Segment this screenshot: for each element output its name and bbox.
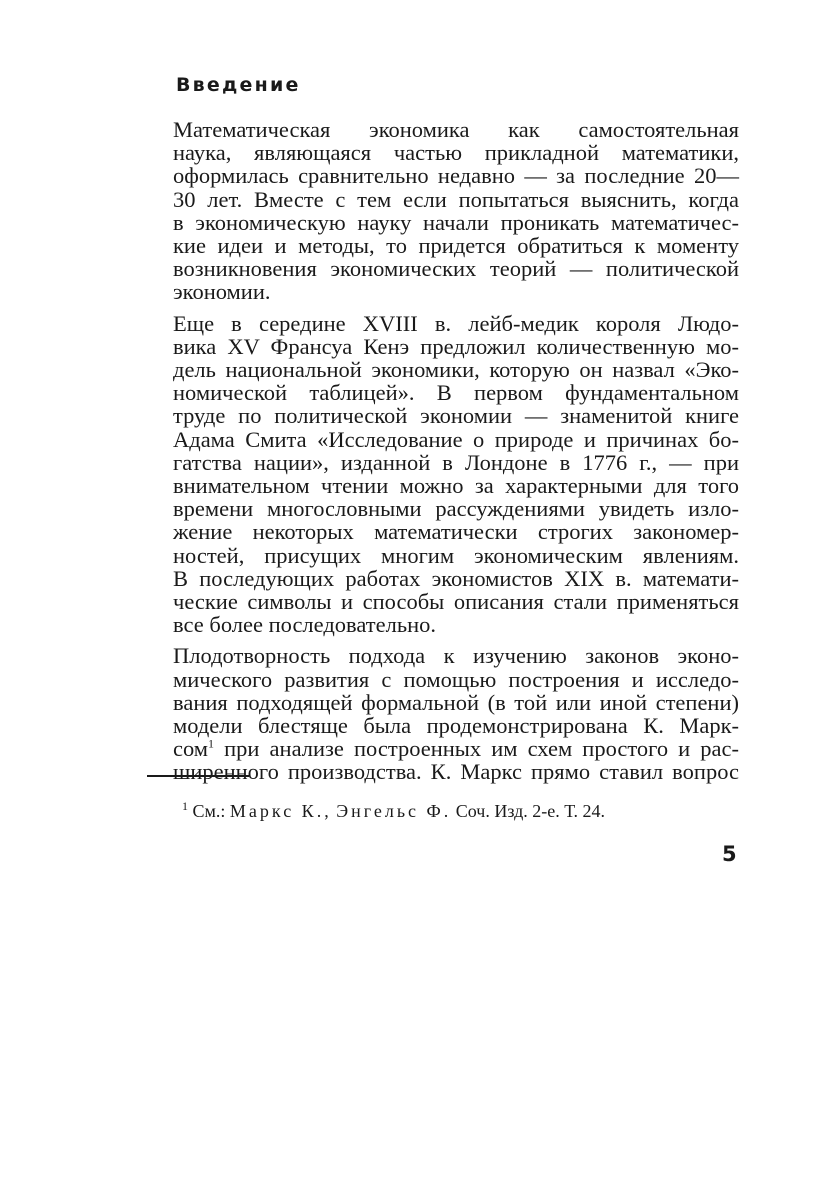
footnote (182, 801, 605, 822)
footnote-citation: Соч. Изд. 2-е. Т. 24. (455, 801, 605, 821)
text-line: в экономическую науку начали проникать математичес- (173, 209, 739, 235)
text-line: ностей, присущих многим экономическим явлениям. (173, 542, 739, 568)
text-line: Адама Смита «Исследование о природе и причинах бо- (173, 426, 739, 452)
paragraph-2 (173, 312, 739, 637)
text-line: модели блестяще была продемонстрирована К. Марк- (173, 713, 739, 739)
paragraph-1 (173, 118, 739, 304)
section-heading: Введение (176, 74, 301, 96)
text-line: Еще в середине XVIII в. лейб-медик короля Людо- (173, 310, 739, 336)
text-line: возникновения экономических теорий — политической (173, 256, 739, 282)
page-number: 5 (722, 842, 737, 866)
text-line: внимательном чтении можно за характерными для того (173, 473, 739, 499)
text-line: все более последовательно. (173, 612, 437, 638)
text-line: номической таблицей». В первом фундаментальном (173, 380, 739, 406)
footnote-separator (147, 775, 249, 777)
text-line: экономии. (173, 279, 271, 305)
text-line: оформилась сравнительно недавно — за последние 20— (173, 163, 739, 189)
text-line: Плодотворность подхода к изучению законов эконо- (173, 643, 739, 669)
text-line: вика XV Франсуа Кенэ предложил количественную мо- (173, 333, 739, 359)
text-line: труде по политической экономии — знаменитой книге (173, 403, 739, 429)
text-line: В последующих работах экономистов XIX в. математи- (173, 565, 739, 591)
footnote-author: Энгельс Ф. (336, 801, 452, 821)
text-line: времени многословными рассуждениями увидеть изло- (173, 496, 739, 522)
text-line: ческие символы и способы описания стали применяться (173, 589, 739, 615)
text-line: ширенного производства. К. Маркс прямо ставил вопрос (173, 759, 739, 785)
text-fragment: при анализе построенных им схем простого и рас- (224, 736, 740, 762)
text-line: мического развития с помощью построения и исследо- (173, 666, 739, 692)
body-text (173, 118, 739, 792)
text-line: Математическая экономика как самостоятельная (173, 117, 739, 142)
text-line: кие идеи и методы, то придется обратиться к моменту (173, 233, 739, 259)
footnote-author: Маркс К., (229, 801, 332, 821)
text-line: дель национальной экономики, которую он назвал «Эко- (173, 357, 739, 383)
text-line: гатства нации», изданной в Лондоне в 1776 г., — при (173, 449, 739, 475)
text-line: вания подходящей формальной (в той или иной степени) (173, 689, 739, 715)
text-line: 30 лет. Вместе с тем если попытаться выяснить, когда (173, 186, 739, 212)
paragraph-3 (173, 644, 739, 783)
text-line: наука, являющаяся частью прикладной математики, (173, 140, 739, 166)
text-line: жение некоторых математически строгих закономер- (173, 519, 739, 545)
footnote-marker: 1 (182, 799, 188, 813)
text-fragment: сом (173, 736, 209, 762)
footnote-prefix: См.: (192, 801, 226, 821)
text-line-with-footnote (173, 737, 739, 760)
footnote-reference: 1 (208, 736, 215, 751)
